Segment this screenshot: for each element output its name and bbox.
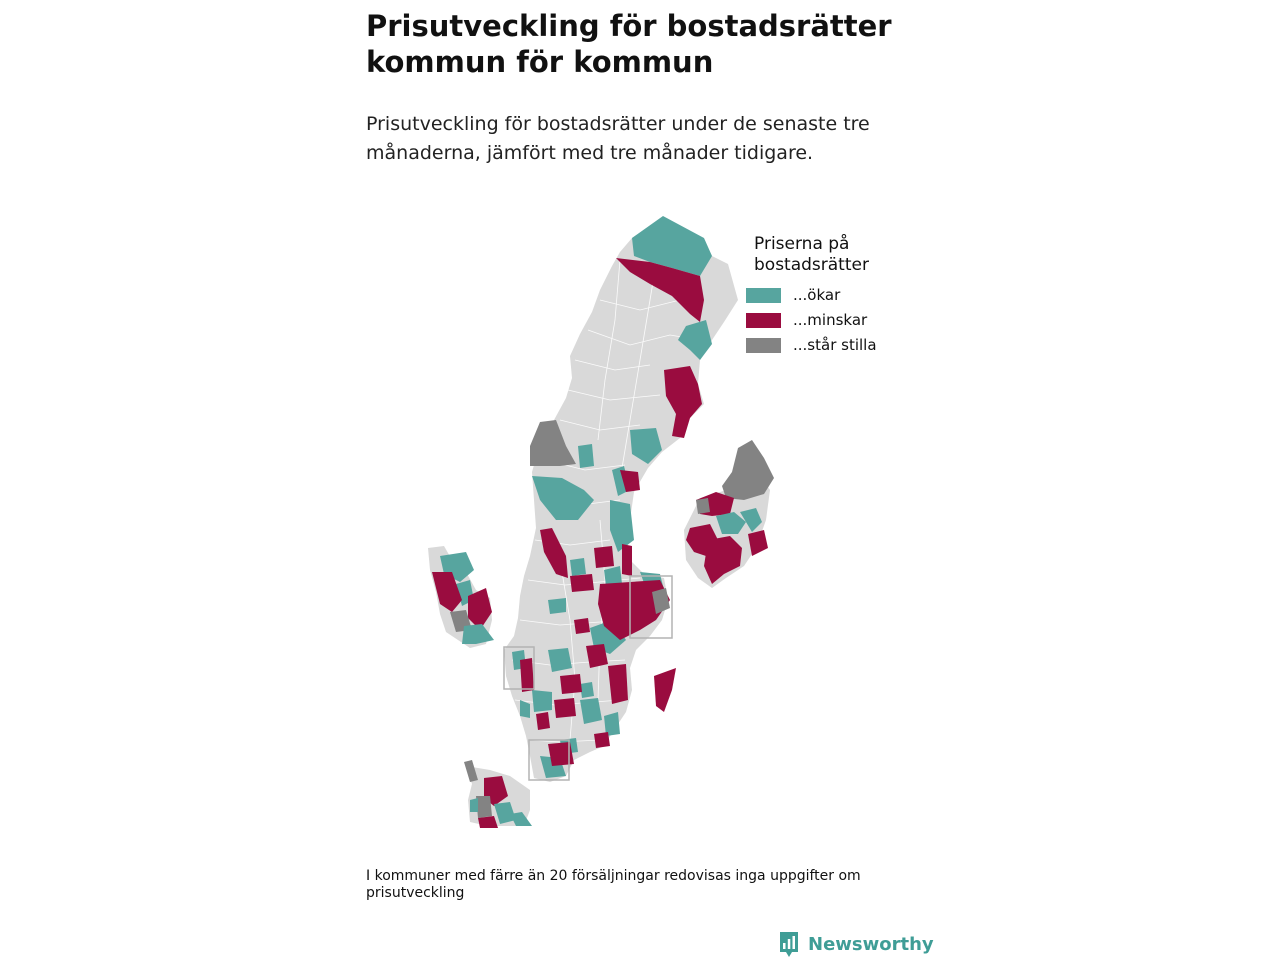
brand-name: Newsworthy — [808, 933, 934, 955]
legend-label-decrease: ...minskar — [793, 311, 868, 329]
inset-stockholm — [684, 440, 774, 588]
legend-item-increase — [746, 283, 946, 307]
legend-title: Priserna på bostadsrätter — [754, 234, 869, 275]
legend — [746, 234, 946, 358]
legend-label-unchanged: ...står stilla — [793, 336, 877, 354]
legend-swatch-unchanged — [746, 338, 781, 353]
inset-malmo — [464, 760, 532, 828]
legend-swatch-increase — [746, 288, 781, 303]
inset-goteborg — [428, 546, 494, 648]
legend-label-increase: ...ökar — [793, 286, 841, 304]
chart-title: Prisutveckling för bostadsrätter kommun för kommun — [366, 9, 892, 79]
legend-item-unchanged — [746, 333, 946, 357]
brand-logo[interactable] — [778, 930, 934, 958]
footnote: I kommuner med färre än 20 försäljningar redovisas inga uppgifter om prisutveckling — [366, 868, 861, 901]
chart-subtitle: Prisutveckling för bostadsrätter under de senaste tre månaderna, jämfört med tre månader tidigare. — [366, 113, 870, 164]
legend-swatch-decrease — [746, 313, 781, 328]
bar-chart-icon — [778, 930, 800, 958]
legend-item-decrease — [746, 308, 946, 332]
